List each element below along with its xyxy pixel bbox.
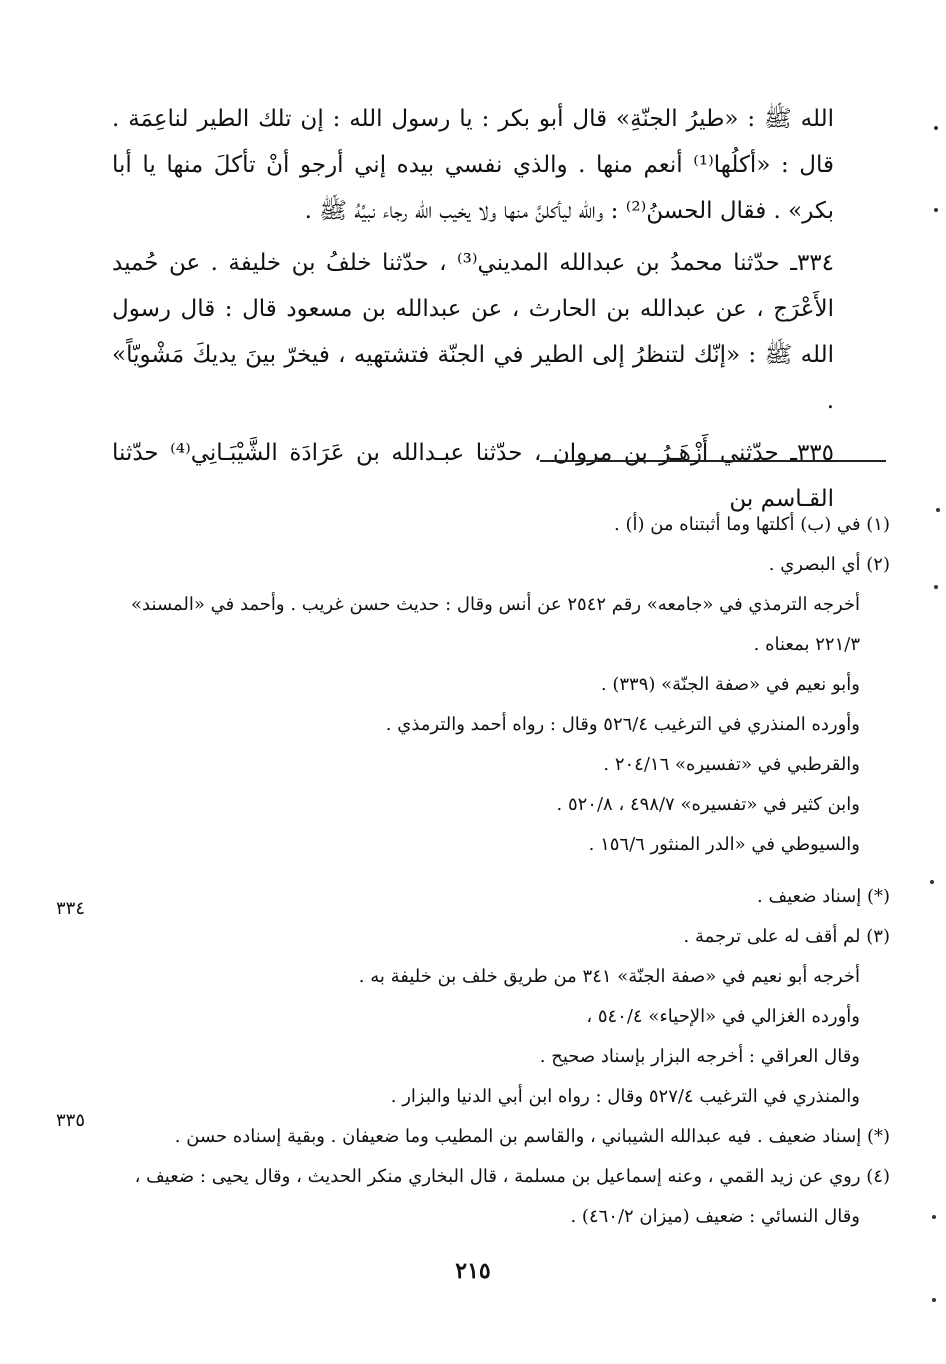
takhrij-line: وابن كثير في «تفسيره» ٤٩٨/٧ ، ٥٢٠/٨ . <box>556 794 860 815</box>
takhrij-line: ٢٢١/٣ بمعناه . <box>753 634 860 655</box>
grading-note: (*) إسناد ضعيف . <box>757 886 890 907</box>
footnote-3: (٣) لم أقف له على ترجمة . <box>683 926 890 947</box>
scan-speck <box>930 880 934 884</box>
takhrij-line: والقرطبي في «تفسيره» ٢٠٤/١٦ . <box>603 754 860 775</box>
paragraph-335: ٣٣٥ـ حدّثني أَزْهَـرُ بن مروان ، حدّثنا عبـدالله بن عَرَادَة الشَّيْبَـانِي⁽⁴⁾ حدّثنا القـاسم بن <box>112 440 834 512</box>
takhrij-line: والسيوطي في «الدر المنثور ١٥٦/٦ . <box>588 834 860 855</box>
takhrij-line: وأورده الغزالي في «الإحياء» ٥٤٠/٤ ، <box>586 1006 860 1027</box>
main-text <box>112 96 834 528</box>
takhrij-line: والمنذري في الترغيب ٥٢٧/٤ وقال : رواه ابن أبي الدنيا والبزار . <box>390 1086 860 1107</box>
scan-speck <box>934 208 938 212</box>
paragraph-334: ٣٣٤ـ حدّثنا محمدُ بن عبدالله المديني⁽³⁾ ، حدّثنا خلفُ بن خليفة . عن حُميد الأَعْرَج ، عن عبدالله بن الحارث ، عن عبدالله بن مسعود قال : قال رسول الله ﷺ : «إنّك لتنظرُ إلى الطير في الجنّة فتشتهيه ، فيخرّ بينَ يديكَ مَشْويّاً» . <box>112 250 834 414</box>
paragraph-1: الله ﷺ : «طيرُ الجنّةِ» قال أبو بكر : يا رسول الله : إن تلك الطير لناعِمَة . قال : «أكلُها⁽¹⁾ أنعم منها . والذي نفسي بيده إني أرجو أنْ تأكلَ منها يا أبا بكر» . فقال الحسنُ⁽²⁾ : والله ليأكلنَّ منها ولا يخيب الله رجاء نبيِّهُ ﷺ . <box>112 106 834 224</box>
takhrij-line: أخرجه الترمذي في «جامعه» رقم ٢٥٤٢ عن أنس وقال : حديث حسن غريب . وأحمد في «المسند» <box>131 594 860 615</box>
scan-speck <box>934 126 938 130</box>
margin-number-335: ٣٣٥ <box>56 1110 86 1131</box>
page-number: ٢١٥ <box>455 1258 491 1284</box>
takhrij-line: أخرجه أبو نعيم في «صفة الجنّة» ٣٤١ من طريق خلف بن خليفة به . <box>358 966 860 987</box>
footnote-separator <box>540 460 886 462</box>
takhrij-line: وقال العراقي : أخرجه البزار بإسناد صحيح . <box>539 1046 860 1067</box>
scan-speck <box>932 1215 936 1219</box>
takhrij-line: وأورده المنذري في الترغيب ٥٢٦/٤ وقال : رواه أحمد والترمذي . <box>385 714 860 735</box>
grading-note: (*) إسناد ضعيف . فيه عبدالله الشيباني ، والقاسم بن المطيب وما ضعيفان . وبقية إسناده حسن . <box>174 1126 890 1147</box>
scan-speck <box>932 1298 936 1302</box>
scan-speck <box>934 585 938 589</box>
footnote-4: (٤) روي عن زيد القمي ، وعنه إسماعيل بن مسلمة ، قال البخاري منكر الحديث ، وقال يحيى : ضعيف ، <box>134 1166 890 1187</box>
margin-number-334: ٣٣٤ <box>56 898 86 919</box>
footnote-2: (٢) أي البصري . <box>768 554 890 575</box>
footnote-4-continued: وقال النسائي : ضعيف (ميزان ٤٦٠/٢) . <box>570 1206 860 1227</box>
scan-speck <box>936 508 940 512</box>
footnote-1: (١) في (ب) أكلتها وما أثبتناه من (أ) . <box>614 514 890 535</box>
takhrij-line: وأبو نعيم في «صفة الجنّة» (٣٣٩) . <box>600 674 860 695</box>
footnotes <box>112 505 890 1237</box>
